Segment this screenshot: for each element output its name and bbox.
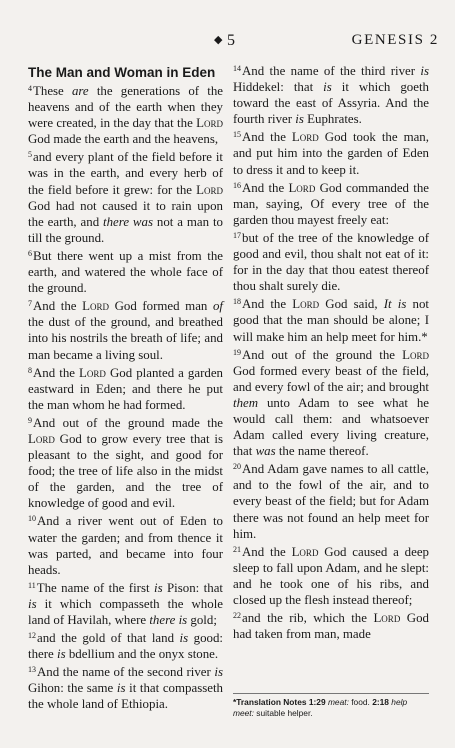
verse-number: 22 — [233, 611, 241, 621]
verse-text: And the — [33, 365, 80, 380]
verse-italic: is — [179, 631, 189, 646]
verse-number: 17 — [233, 230, 241, 240]
divine-name: Lord — [291, 544, 319, 559]
verse-italic: there is — [149, 613, 188, 627]
verse-number: 12 — [28, 631, 36, 641]
verse-text: God planted a garden eastward in Eden; and there he put the man whom he had formed. — [28, 365, 223, 412]
verse-italic: of — [212, 299, 223, 314]
verse-number: 6 — [28, 248, 32, 258]
verse-text: Pison: that — [162, 580, 223, 595]
verse-text: God took the man, and put him into the garden of Eden to dress it and to keep it. — [233, 130, 429, 177]
verse-italic: are — [71, 84, 89, 98]
verse-italic: is — [28, 596, 37, 611]
divine-name: Lord — [28, 431, 55, 446]
verse-text: gold; — [187, 613, 217, 627]
verse-text: God made the earth and the heavens, — [28, 132, 219, 147]
note-ref: 1:29 — [308, 697, 326, 707]
verse-text: and the rib, which the — [242, 611, 374, 626]
divine-name: Lord — [291, 130, 319, 145]
note-ref: 2:18 — [372, 697, 389, 707]
verse-5 — [28, 147, 223, 246]
page-header — [0, 30, 455, 52]
verse-text: not a man to till the ground. — [28, 214, 223, 245]
verse-number: 11 — [28, 580, 36, 590]
verse-number: 19 — [233, 347, 241, 357]
verse-9 — [28, 413, 223, 512]
left-column — [28, 64, 223, 713]
verse-text: it which compasseth the whole land of Havilah, where — [28, 596, 223, 627]
verse-number: 7 — [28, 299, 32, 309]
verse-number: 14 — [233, 64, 241, 73]
verse-number: 15 — [233, 130, 241, 140]
verse-italic: was — [255, 444, 276, 459]
verse-text: God had not caused it to rain upon the earth, and — [28, 198, 223, 229]
verse-20 — [233, 459, 429, 541]
verse-italic: is — [153, 580, 163, 595]
verse-19 — [233, 345, 429, 460]
verse-11 — [28, 578, 223, 628]
footnote-divider — [233, 693, 429, 694]
verse-text: And the — [242, 544, 292, 559]
verse-7 — [28, 296, 223, 362]
verse-21 — [233, 542, 429, 608]
verse-text: good: there — [28, 631, 224, 662]
divine-name: Lord — [402, 347, 429, 362]
verse-14 — [233, 61, 429, 127]
verse-text: and every plant of the field before it was in the earth, and every herb of the field before it grew: for the — [28, 150, 223, 197]
verse-text: The name of the first — [36, 580, 154, 595]
verse-text: And out of the ground the — [242, 347, 403, 362]
verse-number: 13 — [28, 665, 36, 675]
verse-italic: is — [116, 681, 126, 696]
verse-text: Gihon: the same — [28, 681, 117, 696]
divine-name: Lord — [373, 611, 401, 626]
verse-text: And a river went out of Eden to water the garden; and from thence it was parted, and became into four heads. — [28, 514, 223, 577]
verse-text: And Adam gave names to all cattle, and to the fowl of the air, and to every beast of the field; but for Adam there was not found an help meet for him. — [233, 462, 429, 541]
verse-6 — [28, 246, 223, 296]
verse-italic: there was — [103, 214, 153, 229]
divine-name: Lord — [196, 182, 223, 197]
verse-text: God caused a deep sleep to fall upon Adam, and he slept: and he took one of his ribs, and closed up the flesh instead thereof; — [233, 544, 429, 607]
verse-text: the dust of the ground, and breathed into his nostrils the breath of life; and man became a living soul. — [28, 315, 223, 362]
verse-italic: is — [420, 64, 429, 78]
divine-name: Lord — [82, 299, 110, 314]
verse-number: 18 — [233, 297, 241, 307]
page-number — [214, 32, 235, 50]
verse-text: And the — [242, 180, 289, 195]
verse-text: and the gold of that land — [37, 631, 180, 646]
verse-number: 9 — [28, 415, 32, 425]
verse-text: God said, — [319, 297, 384, 312]
verse-number: 21 — [233, 544, 241, 554]
verse-number: 5 — [28, 150, 32, 160]
verse-italic: them — [233, 395, 259, 410]
verse-italic: is — [295, 112, 304, 127]
verse-text: unto Adam to see what he would call them: and whatsoever Adam called every living creature, that — [233, 395, 429, 459]
verse-text: And the name of the third river — [242, 64, 421, 78]
verse-text: God formed man — [109, 299, 213, 314]
verse-15 — [233, 127, 429, 177]
translation-notes — [233, 697, 429, 719]
divine-name: Lord — [292, 297, 320, 312]
verse-text: bdellium and the onyx stone. — [65, 647, 219, 662]
verse-text: Euphrates. — [303, 112, 362, 127]
verse-italic: is — [57, 647, 66, 662]
page-number-text: 5 — [226, 32, 236, 49]
verse-4 — [28, 81, 223, 147]
verse-text: the name thereof. — [275, 444, 369, 459]
verse-italic: is — [214, 665, 223, 680]
divine-name: Lord — [196, 116, 223, 131]
verse-22 — [233, 608, 429, 642]
verse-text: And the — [33, 299, 83, 314]
verse-text: God to grow every tree that is pleasant to the sight, and good for food; the tree of life also in the midst of the garden, and the tree of knowledge of good and evil. — [28, 431, 223, 511]
note-text: suitable helper. — [256, 708, 313, 718]
verse-text: it which goeth toward the east of Assyria. And the fourth river — [233, 80, 430, 127]
verse-17 — [233, 228, 429, 294]
verse-number: 8 — [28, 365, 32, 375]
note-text: food. — [351, 697, 370, 707]
verse-number: 16 — [233, 180, 241, 190]
verse-number: 4 — [28, 84, 32, 93]
verse-text: And the — [242, 297, 293, 312]
verse-text: God formed every beast of the field, and every fowl of the air; and brought — [233, 363, 429, 394]
verse-number: 20 — [233, 462, 241, 472]
verse-16 — [233, 178, 429, 228]
section-heading: The Man and Woman in Eden — [28, 65, 216, 80]
verse-text: And the name of the second river — [37, 665, 215, 680]
verse-text: the generations of the heavens and of the earth when they were created, in the day that the — [28, 84, 223, 131]
note-word: meat: — [327, 697, 349, 707]
divine-name: Lord — [288, 180, 316, 195]
verse-text: And the — [242, 130, 292, 145]
note-word: help meet: — [233, 697, 408, 718]
verse-text: God had taken from man, made — [233, 611, 429, 642]
verse-text: not good that the man should be alone; I will make him an help meet for him.* — [233, 297, 429, 344]
verse-12 — [28, 628, 223, 662]
verse-italic: is — [323, 80, 332, 95]
right-column — [233, 61, 429, 642]
verse-8 — [28, 363, 223, 413]
verse-italic: It is — [383, 297, 407, 312]
verse-text: And out of the ground made the — [33, 415, 223, 430]
verse-10 — [28, 511, 223, 577]
diamond-icon: ◆ — [214, 34, 223, 46]
verse-text: God commanded the man, saying, Of every tree of the garden thou mayest freely eat: — [233, 180, 429, 227]
verse-number: 10 — [28, 514, 36, 524]
verse-text: it that compasseth the whole land of Ethiopia. — [28, 681, 223, 712]
divine-name: Lord — [79, 365, 106, 380]
notes-label: *Translation Notes — [233, 697, 307, 707]
verse-text: These — [33, 84, 72, 98]
verse-13 — [28, 662, 223, 712]
verse-text: but of the tree of the knowledge of good and evil, thou shalt not eat of it: for in the day that thou eatest thereof thou shalt surely die. — [233, 230, 429, 294]
verse-18 — [233, 294, 429, 344]
book-chapter-title: GENESIS 2 — [351, 32, 439, 48]
verse-text: But there went up a mist from the earth, and watered the whole face of the ground. — [28, 248, 223, 296]
verse-text: Hiddekel: that — [233, 80, 324, 95]
